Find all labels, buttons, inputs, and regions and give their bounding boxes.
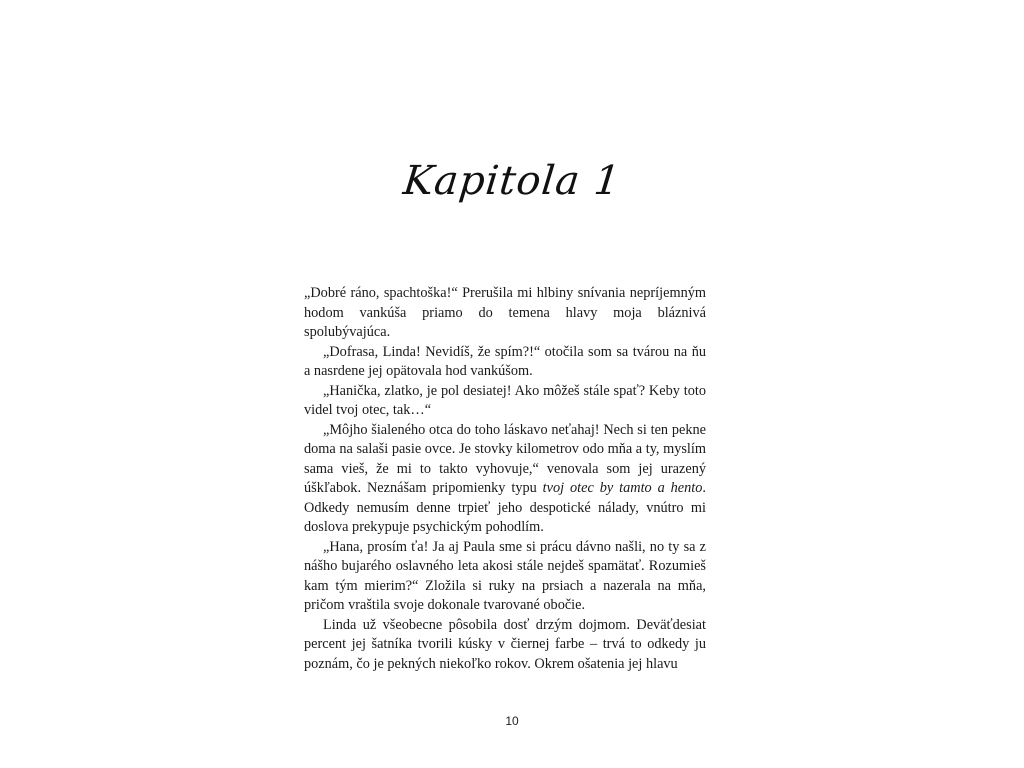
paragraph [304, 421, 706, 538]
paragraph: „Dofrasa, Linda! Nevidíš, že spím?!“ otočila som sa tvárou na ňu a nasrdene jej opätovala hod vankúšom. [304, 343, 706, 379]
chapter-title: Kapitola 1 [401, 158, 623, 204]
paragraph: „Hana, prosím ťa! Ja aj Paula sme si prácu dávno našli, no ty sa z nášho bujarého oslavného leta akosi stále nejdeš spamätať. Rozumieš kam tým mierim?“ Zložila si ruky na prsiach a nazerala na mňa, pričom vraštila svoje dokonale tvarované obočie. [304, 538, 706, 613]
paragraph-text: . Odkedy nemusím denne trpieť jeho despotické nálady, vnútro mi doslova prekypuje psychickým pohodlím. [304, 480, 706, 535]
paragraph: Linda už všeobecne pôsobila dosť drzým dojmom. Deväťdesiat percent jej šatníka tvorili kúsky v čiernej farbe – trvá to odkedy ju poznám, čo je pekných niekoľko rokov. Okrem ošatenia jej hlavu [304, 616, 706, 672]
paragraph-text: „Môjho šialeného otca do toho láskavo neťahaj! Nech si ten pekne doma na salaši pasie ovce. Je stovky kilometrov odo mňa a ty, myslím sama vieš, že mi to takto vyhovuje,“ venovala som jej urazený úškľabok. Neznášam pripomienky typu [304, 421, 706, 496]
paragraph: „Hanička, zlatko, je pol desiatej! Ako môžeš stále spať? Keby toto videl tvoj otec, tak…“ [304, 382, 706, 418]
paragraph: „Dobré ráno, spachtoška!“ Prerušila mi hlbiny snívania nepríjemným hodom vankúša priamo do temena hlavy moja bláznivá spolubývajúca. [304, 285, 706, 340]
body-text [304, 284, 706, 674]
page-number: 10 [505, 714, 519, 728]
italic-phrase: tvoj otec by tamto a hento [542, 480, 703, 496]
